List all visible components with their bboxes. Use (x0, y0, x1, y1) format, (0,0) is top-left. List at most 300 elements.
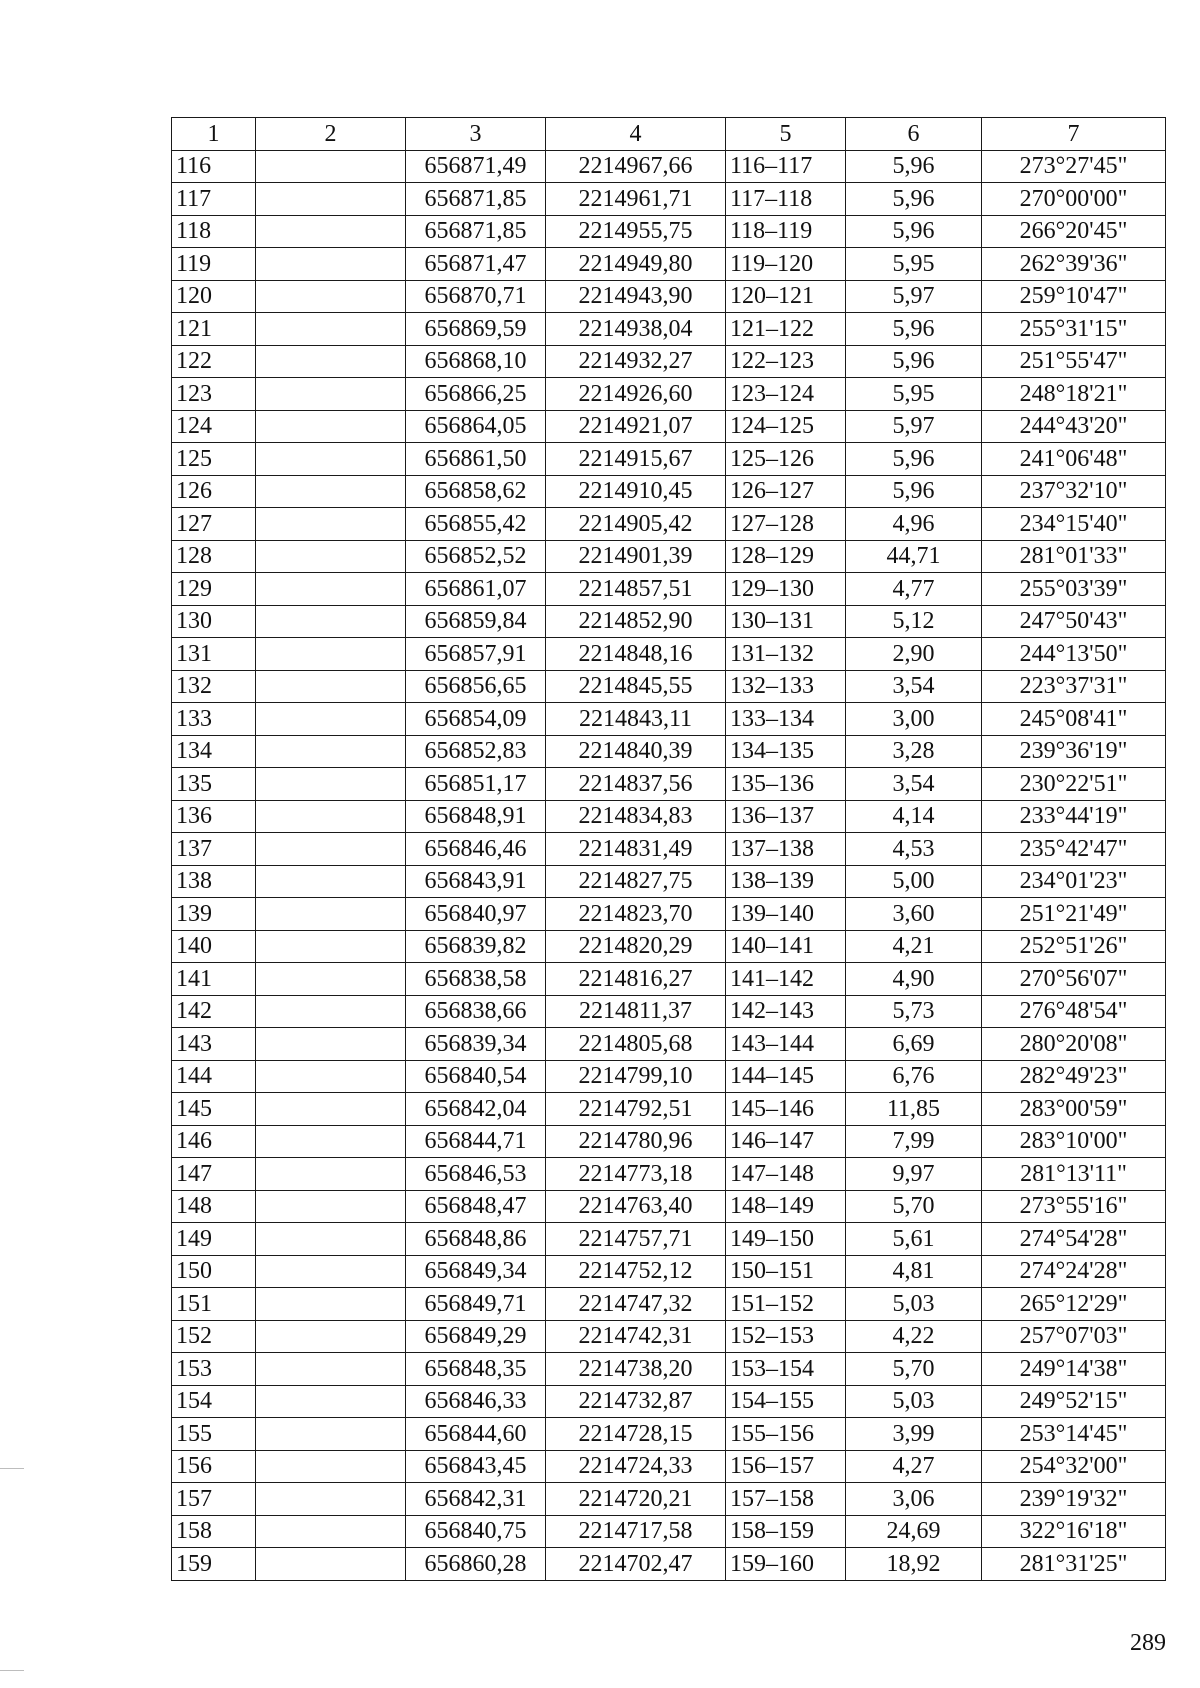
table-row (172, 443, 1166, 476)
cell-column-2 (256, 1255, 406, 1288)
cell-segment: 127–128 (726, 508, 846, 541)
cell-column-2 (256, 670, 406, 703)
cell-distance: 5,96 (846, 313, 982, 346)
column-header-6: 6 (846, 118, 982, 151)
cell-bearing: 255°31'15" (982, 313, 1166, 346)
table-row (172, 540, 1166, 573)
cell-column-2 (256, 1223, 406, 1256)
table-row (172, 1450, 1166, 1483)
cell-distance: 4,22 (846, 1320, 982, 1353)
cell-column-2 (256, 1483, 406, 1516)
scan-artifact-line (0, 1468, 24, 1469)
cell-bearing: 253°14'45" (982, 1418, 1166, 1451)
cell-bearing: 247°50'43" (982, 605, 1166, 638)
cell-distance: 5,61 (846, 1223, 982, 1256)
cell-segment: 138–139 (726, 865, 846, 898)
cell-point-number: 152 (172, 1320, 256, 1353)
table-row (172, 280, 1166, 313)
cell-distance: 5,03 (846, 1288, 982, 1321)
cell-column-2 (256, 345, 406, 378)
column-header-1: 1 (172, 118, 256, 151)
cell-segment: 117–118 (726, 183, 846, 216)
cell-y-coordinate: 2214961,71 (546, 183, 726, 216)
cell-bearing: 259°10'47" (982, 280, 1166, 313)
cell-column-2 (256, 865, 406, 898)
cell-bearing: 239°36'19" (982, 735, 1166, 768)
cell-point-number: 124 (172, 410, 256, 443)
cell-distance: 44,71 (846, 540, 982, 573)
cell-y-coordinate: 2214955,75 (546, 215, 726, 248)
cell-distance: 5,95 (846, 248, 982, 281)
cell-segment: 131–132 (726, 638, 846, 671)
cell-bearing: 281°31'25" (982, 1548, 1166, 1581)
cell-y-coordinate: 2214816,27 (546, 963, 726, 996)
cell-segment: 132–133 (726, 670, 846, 703)
cell-column-2 (256, 1548, 406, 1581)
cell-y-coordinate: 2214857,51 (546, 573, 726, 606)
cell-distance: 5,70 (846, 1353, 982, 1386)
cell-column-2 (256, 573, 406, 606)
cell-distance: 5,03 (846, 1385, 982, 1418)
cell-distance: 3,54 (846, 670, 982, 703)
cell-y-coordinate: 2214831,49 (546, 833, 726, 866)
cell-bearing: 233°44'19" (982, 800, 1166, 833)
cell-y-coordinate: 2214827,75 (546, 865, 726, 898)
cell-x-coordinate: 656839,34 (406, 1028, 546, 1061)
cell-column-2 (256, 280, 406, 313)
table-row (172, 898, 1166, 931)
table-row (172, 410, 1166, 443)
cell-column-2 (256, 1353, 406, 1386)
cell-x-coordinate: 656866,25 (406, 378, 546, 411)
cell-segment: 120–121 (726, 280, 846, 313)
cell-y-coordinate: 2214852,90 (546, 605, 726, 638)
cell-segment: 159–160 (726, 1548, 846, 1581)
cell-distance: 5,73 (846, 995, 982, 1028)
cell-distance: 5,96 (846, 183, 982, 216)
cell-point-number: 134 (172, 735, 256, 768)
cell-point-number: 122 (172, 345, 256, 378)
cell-distance: 5,70 (846, 1190, 982, 1223)
cell-y-coordinate: 2214915,67 (546, 443, 726, 476)
cell-distance: 5,96 (846, 150, 982, 183)
cell-point-number: 137 (172, 833, 256, 866)
cell-segment: 156–157 (726, 1450, 846, 1483)
cell-bearing: 239°19'32" (982, 1483, 1166, 1516)
cell-column-2 (256, 410, 406, 443)
table-row (172, 930, 1166, 963)
cell-y-coordinate: 2214820,29 (546, 930, 726, 963)
cell-y-coordinate: 2214780,96 (546, 1125, 726, 1158)
cell-x-coordinate: 656861,50 (406, 443, 546, 476)
cell-distance: 7,99 (846, 1125, 982, 1158)
cell-point-number: 116 (172, 150, 256, 183)
table-row (172, 1060, 1166, 1093)
cell-distance: 3,00 (846, 703, 982, 736)
cell-segment: 123–124 (726, 378, 846, 411)
cell-x-coordinate: 656840,75 (406, 1515, 546, 1548)
cell-distance: 4,81 (846, 1255, 982, 1288)
cell-column-2 (256, 1288, 406, 1321)
table-row (172, 670, 1166, 703)
cell-x-coordinate: 656840,54 (406, 1060, 546, 1093)
cell-bearing: 270°00'00" (982, 183, 1166, 216)
table-row (172, 800, 1166, 833)
cell-bearing: 273°27'45" (982, 150, 1166, 183)
cell-point-number: 141 (172, 963, 256, 996)
table-row (172, 248, 1166, 281)
cell-bearing: 257°07'03" (982, 1320, 1166, 1353)
cell-distance: 3,99 (846, 1418, 982, 1451)
cell-point-number: 120 (172, 280, 256, 313)
cell-column-2 (256, 1158, 406, 1191)
cell-bearing: 266°20'45" (982, 215, 1166, 248)
cell-y-coordinate: 2214834,83 (546, 800, 726, 833)
cell-point-number: 125 (172, 443, 256, 476)
cell-bearing: 283°10'00" (982, 1125, 1166, 1158)
cell-segment: 140–141 (726, 930, 846, 963)
cell-distance: 3,54 (846, 768, 982, 801)
cell-point-number: 118 (172, 215, 256, 248)
cell-x-coordinate: 656842,04 (406, 1093, 546, 1126)
table-row (172, 573, 1166, 606)
cell-bearing: 251°55'47" (982, 345, 1166, 378)
cell-y-coordinate: 2214938,04 (546, 313, 726, 346)
cell-y-coordinate: 2214843,11 (546, 703, 726, 736)
table-row (172, 1288, 1166, 1321)
cell-segment: 137–138 (726, 833, 846, 866)
cell-y-coordinate: 2214932,27 (546, 345, 726, 378)
cell-segment: 154–155 (726, 1385, 846, 1418)
cell-column-2 (256, 898, 406, 931)
cell-x-coordinate: 656842,31 (406, 1483, 546, 1516)
cell-bearing: 230°22'51" (982, 768, 1166, 801)
table-row (172, 1320, 1166, 1353)
cell-segment: 151–152 (726, 1288, 846, 1321)
cell-point-number: 136 (172, 800, 256, 833)
cell-x-coordinate: 656871,49 (406, 150, 546, 183)
cell-x-coordinate: 656843,45 (406, 1450, 546, 1483)
cell-column-2 (256, 1515, 406, 1548)
cell-point-number: 132 (172, 670, 256, 703)
cell-y-coordinate: 2214905,42 (546, 508, 726, 541)
table-row (172, 1093, 1166, 1126)
cell-bearing: 244°43'20" (982, 410, 1166, 443)
cell-column-2 (256, 995, 406, 1028)
cell-y-coordinate: 2214752,12 (546, 1255, 726, 1288)
cell-segment: 147–148 (726, 1158, 846, 1191)
cell-y-coordinate: 2214757,71 (546, 1223, 726, 1256)
cell-column-2 (256, 1060, 406, 1093)
cell-distance: 4,53 (846, 833, 982, 866)
table-row (172, 150, 1166, 183)
cell-segment: 121–122 (726, 313, 846, 346)
cell-y-coordinate: 2214805,68 (546, 1028, 726, 1061)
cell-y-coordinate: 2214823,70 (546, 898, 726, 931)
table-row (172, 1353, 1166, 1386)
cell-distance: 24,69 (846, 1515, 982, 1548)
table-row (172, 703, 1166, 736)
cell-y-coordinate: 2214848,16 (546, 638, 726, 671)
cell-column-2 (256, 378, 406, 411)
cell-x-coordinate: 656855,42 (406, 508, 546, 541)
table-row (172, 1028, 1166, 1061)
cell-segment: 148–149 (726, 1190, 846, 1223)
cell-x-coordinate: 656844,71 (406, 1125, 546, 1158)
cell-distance: 5,97 (846, 410, 982, 443)
cell-x-coordinate: 656871,47 (406, 248, 546, 281)
cell-bearing: 322°16'18" (982, 1515, 1166, 1548)
cell-y-coordinate: 2214799,10 (546, 1060, 726, 1093)
cell-x-coordinate: 656848,86 (406, 1223, 546, 1256)
cell-point-number: 121 (172, 313, 256, 346)
table-row (172, 995, 1166, 1028)
cell-x-coordinate: 656838,58 (406, 963, 546, 996)
cell-distance: 4,27 (846, 1450, 982, 1483)
cell-column-2 (256, 1125, 406, 1158)
cell-y-coordinate: 2214837,56 (546, 768, 726, 801)
cell-segment: 155–156 (726, 1418, 846, 1451)
cell-point-number: 155 (172, 1418, 256, 1451)
cell-segment: 136–137 (726, 800, 846, 833)
cell-point-number: 149 (172, 1223, 256, 1256)
cell-point-number: 151 (172, 1288, 256, 1321)
cell-bearing: 283°00'59" (982, 1093, 1166, 1126)
table-row (172, 475, 1166, 508)
cell-x-coordinate: 656840,97 (406, 898, 546, 931)
table-row (172, 833, 1166, 866)
cell-point-number: 127 (172, 508, 256, 541)
cell-segment: 130–131 (726, 605, 846, 638)
cell-segment: 133–134 (726, 703, 846, 736)
cell-bearing: 249°52'15" (982, 1385, 1166, 1418)
table-row (172, 1418, 1166, 1451)
cell-column-2 (256, 1093, 406, 1126)
cell-point-number: 153 (172, 1353, 256, 1386)
cell-segment: 139–140 (726, 898, 846, 931)
cell-point-number: 146 (172, 1125, 256, 1158)
cell-distance: 5,97 (846, 280, 982, 313)
cell-distance: 4,21 (846, 930, 982, 963)
cell-point-number: 133 (172, 703, 256, 736)
cell-segment: 144–145 (726, 1060, 846, 1093)
cell-x-coordinate: 656864,05 (406, 410, 546, 443)
cell-distance: 6,76 (846, 1060, 982, 1093)
cell-segment: 116–117 (726, 150, 846, 183)
cell-bearing: 249°14'38" (982, 1353, 1166, 1386)
cell-x-coordinate: 656839,82 (406, 930, 546, 963)
cell-segment: 150–151 (726, 1255, 846, 1288)
cell-distance: 5,95 (846, 378, 982, 411)
cell-y-coordinate: 2214943,90 (546, 280, 726, 313)
cell-distance: 5,00 (846, 865, 982, 898)
table-row (172, 1548, 1166, 1581)
cell-x-coordinate: 656843,91 (406, 865, 546, 898)
cell-column-2 (256, 443, 406, 476)
cell-segment: 119–120 (726, 248, 846, 281)
cell-y-coordinate: 2214926,60 (546, 378, 726, 411)
cell-x-coordinate: 656846,46 (406, 833, 546, 866)
cell-y-coordinate: 2214720,21 (546, 1483, 726, 1516)
cell-bearing: 276°48'54" (982, 995, 1166, 1028)
cell-point-number: 139 (172, 898, 256, 931)
table-row (172, 378, 1166, 411)
cell-x-coordinate: 656848,35 (406, 1353, 546, 1386)
cell-bearing: 274°24'28" (982, 1255, 1166, 1288)
cell-y-coordinate: 2214738,20 (546, 1353, 726, 1386)
cell-bearing: 255°03'39" (982, 573, 1166, 606)
cell-x-coordinate: 656846,33 (406, 1385, 546, 1418)
cell-segment: 125–126 (726, 443, 846, 476)
cell-distance: 4,96 (846, 508, 982, 541)
cell-y-coordinate: 2214773,18 (546, 1158, 726, 1191)
table-row (172, 768, 1166, 801)
cell-x-coordinate: 656856,65 (406, 670, 546, 703)
cell-point-number: 129 (172, 573, 256, 606)
cell-point-number: 144 (172, 1060, 256, 1093)
cell-y-coordinate: 2214792,51 (546, 1093, 726, 1126)
cell-point-number: 126 (172, 475, 256, 508)
cell-point-number: 117 (172, 183, 256, 216)
cell-x-coordinate: 656871,85 (406, 183, 546, 216)
cell-column-2 (256, 1190, 406, 1223)
cell-x-coordinate: 656844,60 (406, 1418, 546, 1451)
cell-column-2 (256, 540, 406, 573)
cell-x-coordinate: 656860,28 (406, 1548, 546, 1581)
table-header-row (172, 118, 1166, 151)
cell-y-coordinate: 2214702,47 (546, 1548, 726, 1581)
cell-y-coordinate: 2214747,32 (546, 1288, 726, 1321)
cell-column-2 (256, 735, 406, 768)
cell-x-coordinate: 656851,17 (406, 768, 546, 801)
cell-segment: 146–147 (726, 1125, 846, 1158)
cell-segment: 134–135 (726, 735, 846, 768)
cell-column-2 (256, 930, 406, 963)
cell-segment: 153–154 (726, 1353, 846, 1386)
cell-point-number: 130 (172, 605, 256, 638)
cell-x-coordinate: 656868,10 (406, 345, 546, 378)
cell-point-number: 148 (172, 1190, 256, 1223)
cell-segment: 152–153 (726, 1320, 846, 1353)
cell-x-coordinate: 656848,47 (406, 1190, 546, 1223)
cell-x-coordinate: 656838,66 (406, 995, 546, 1028)
cell-point-number: 138 (172, 865, 256, 898)
cell-point-number: 140 (172, 930, 256, 963)
cell-x-coordinate: 656849,29 (406, 1320, 546, 1353)
column-header-7: 7 (982, 118, 1166, 151)
cell-point-number: 147 (172, 1158, 256, 1191)
cell-x-coordinate: 656870,71 (406, 280, 546, 313)
cell-bearing: 252°51'26" (982, 930, 1166, 963)
cell-column-2 (256, 215, 406, 248)
cell-segment: 118–119 (726, 215, 846, 248)
cell-bearing: 223°37'31" (982, 670, 1166, 703)
cell-y-coordinate: 2214811,37 (546, 995, 726, 1028)
cell-y-coordinate: 2214742,31 (546, 1320, 726, 1353)
table-row (172, 963, 1166, 996)
cell-column-2 (256, 963, 406, 996)
cell-point-number: 156 (172, 1450, 256, 1483)
cell-x-coordinate: 656854,09 (406, 703, 546, 736)
column-header-5: 5 (726, 118, 846, 151)
table-row (172, 1158, 1166, 1191)
cell-bearing: 241°06'48" (982, 443, 1166, 476)
table-row (172, 1190, 1166, 1223)
cell-y-coordinate: 2214845,55 (546, 670, 726, 703)
cell-y-coordinate: 2214901,39 (546, 540, 726, 573)
cell-segment: 135–136 (726, 768, 846, 801)
cell-distance: 4,77 (846, 573, 982, 606)
cell-y-coordinate: 2214763,40 (546, 1190, 726, 1223)
cell-x-coordinate: 656849,34 (406, 1255, 546, 1288)
cell-column-2 (256, 150, 406, 183)
cell-bearing: 265°12'29" (982, 1288, 1166, 1321)
cell-bearing: 251°21'49" (982, 898, 1166, 931)
table-row (172, 1255, 1166, 1288)
cell-point-number: 135 (172, 768, 256, 801)
table-row (172, 215, 1166, 248)
cell-point-number: 131 (172, 638, 256, 671)
cell-bearing: 281°01'33" (982, 540, 1166, 573)
cell-x-coordinate: 656871,85 (406, 215, 546, 248)
cell-x-coordinate: 656848,91 (406, 800, 546, 833)
cell-y-coordinate: 2214910,45 (546, 475, 726, 508)
coordinates-table (171, 117, 1166, 1581)
cell-column-2 (256, 248, 406, 281)
scan-artifact-line (0, 1670, 24, 1671)
cell-distance: 5,12 (846, 605, 982, 638)
cell-y-coordinate: 2214840,39 (546, 735, 726, 768)
cell-bearing: 235°42'47" (982, 833, 1166, 866)
cell-column-2 (256, 183, 406, 216)
cell-point-number: 150 (172, 1255, 256, 1288)
table-row (172, 865, 1166, 898)
cell-distance: 18,92 (846, 1548, 982, 1581)
cell-bearing: 248°18'21" (982, 378, 1166, 411)
cell-distance: 4,90 (846, 963, 982, 996)
cell-x-coordinate: 656869,59 (406, 313, 546, 346)
table-row (172, 1385, 1166, 1418)
cell-bearing: 273°55'16" (982, 1190, 1166, 1223)
table-row (172, 345, 1166, 378)
cell-column-2 (256, 703, 406, 736)
cell-bearing: 254°32'00" (982, 1450, 1166, 1483)
cell-x-coordinate: 656857,91 (406, 638, 546, 671)
cell-point-number: 159 (172, 1548, 256, 1581)
cell-bearing: 281°13'11" (982, 1158, 1166, 1191)
cell-point-number: 123 (172, 378, 256, 411)
cell-segment: 145–146 (726, 1093, 846, 1126)
column-header-4: 4 (546, 118, 726, 151)
cell-bearing: 245°08'41" (982, 703, 1166, 736)
cell-bearing: 274°54'28" (982, 1223, 1166, 1256)
cell-bearing: 237°32'10" (982, 475, 1166, 508)
cell-bearing: 244°13'50" (982, 638, 1166, 671)
cell-column-2 (256, 605, 406, 638)
cell-distance: 2,90 (846, 638, 982, 671)
cell-distance: 5,96 (846, 215, 982, 248)
cell-y-coordinate: 2214728,15 (546, 1418, 726, 1451)
cell-distance: 11,85 (846, 1093, 982, 1126)
column-header-2: 2 (256, 118, 406, 151)
cell-column-2 (256, 833, 406, 866)
cell-column-2 (256, 638, 406, 671)
cell-point-number: 154 (172, 1385, 256, 1418)
cell-bearing: 280°20'08" (982, 1028, 1166, 1061)
cell-y-coordinate: 2214967,66 (546, 150, 726, 183)
cell-x-coordinate: 656849,71 (406, 1288, 546, 1321)
cell-column-2 (256, 1418, 406, 1451)
